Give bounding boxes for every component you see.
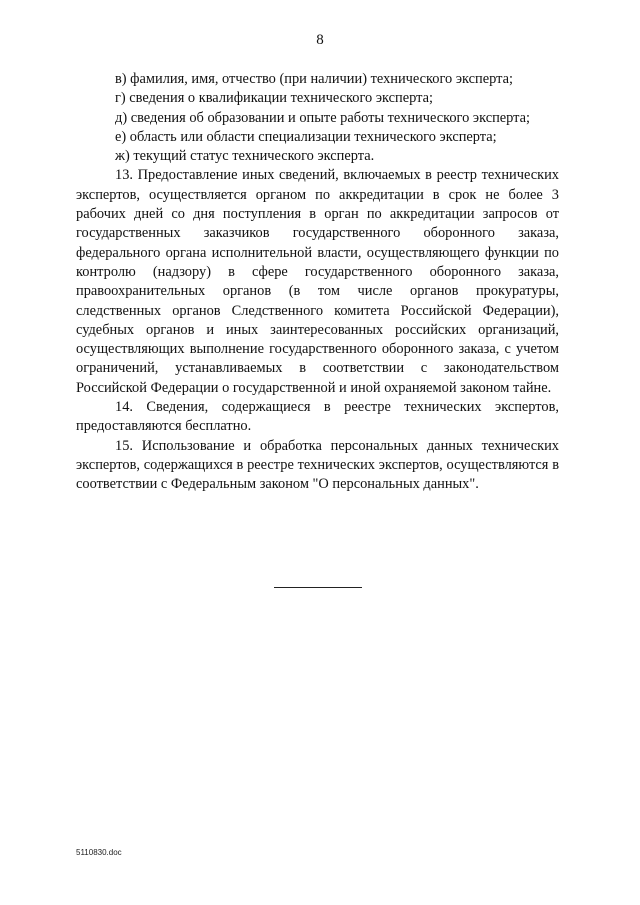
list-item-d: д) сведения об образовании и опыте работы технического эксперта; [115,109,531,126]
list-item-e: е) область или области специализации технического эксперта; [115,128,497,145]
end-divider-line [274,587,362,588]
list-item-zh: ж) текущий статус технического эксперта. [115,148,375,165]
document-body [76,70,559,495]
file-code: 5110830.doc [76,848,122,857]
paragraph-13: 13. Предоставление иных сведений, включаемых в реестр технических экспертов, осуществляется органом по аккредитации в срок не более 3 рабочих дней со дня поступления в орган по аккредитации запросов от государственных заказчиков государственного оборонного заказа, федерального органа исполнительной власти, осуществляющего функции по контролю (надзору) в сфере государственного оборонного заказа, правоохранительных органов (в том числе органов прокуратуры, следственных органов Следственного комитета Российской Федерации), судебных органов и иных заинтересованных российских организаций, осуществляющих выполнение государственного оборонного заказа, с учетом ограничений, устанавливаемых в соответствии с законодательством Российской Федерации о государственной и иной охраняемой законом тайне. [76,167,559,396]
list-item-v: в) фамилия, имя, отчество (при наличии) технического эксперта; [115,71,513,87]
page-number: 8 [316,32,324,48]
list-item-g: г) сведения о квалификации технического эксперта; [115,90,433,107]
paragraph-14: 14. Сведения, содержащиеся в реестре технических экспертов, предоставляются бесплатно. [76,399,559,435]
paragraph-15: 15. Использование и обработка персональных данных технических экспертов, содержащихся в реестре технических экспертов, осуществляются в соответствии с Федеральным законом "О персональных данных". [76,437,559,493]
